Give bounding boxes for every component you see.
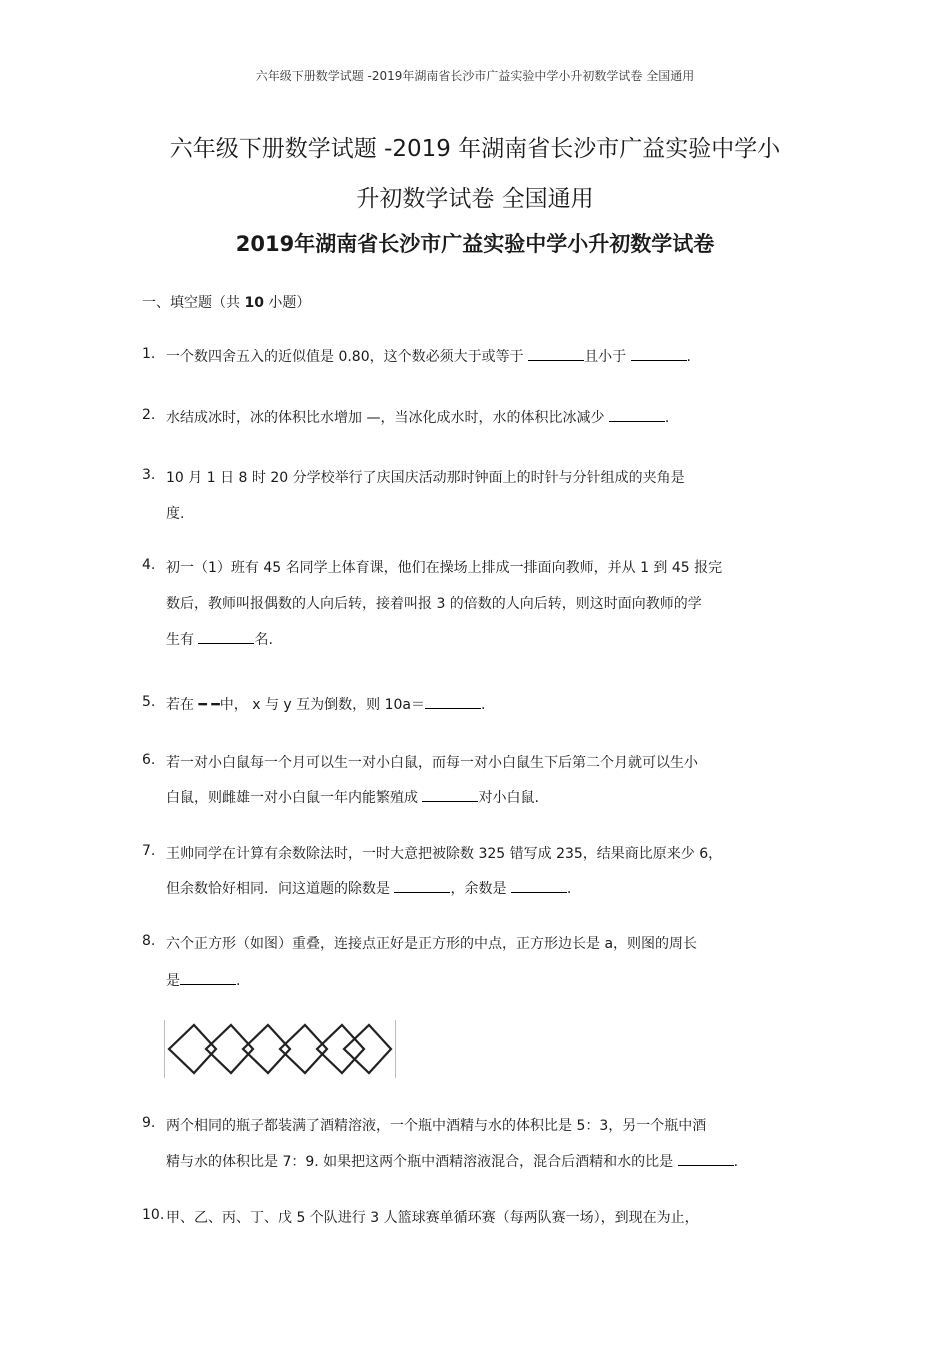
question-3-line-2: 度. (166, 506, 185, 522)
question-7-line-1: 王帅同学在计算有余数除法时，一时大意把被除数 325 错写成 235，结果商比原来少 6， (166, 846, 723, 862)
answer-blank (394, 878, 450, 893)
question-number: 4. (142, 557, 156, 573)
answer-blank (609, 407, 665, 422)
answer-blank (180, 970, 236, 985)
question-3-line-1: 10 月 1 日 8 时 20 分学校举行了庆国庆活动那时钟面上的时针与分针组成的夹角是 (166, 470, 685, 486)
answer-blank (511, 878, 567, 893)
answer-blank (198, 629, 254, 644)
question-number: 8. (142, 933, 156, 949)
square-4 (280, 1025, 327, 1073)
title-line-3: 2019年湖南省长沙市广益实验中学小升初数学试卷 (235, 232, 715, 256)
section-heading: 一、填空题（共 10 小题） (142, 295, 311, 311)
overlapping-squares-figure (164, 1020, 396, 1078)
question-number: 1. (142, 346, 156, 362)
question-8-line-2: 是 . (166, 970, 240, 990)
question-4-line-1: 初一（1）班有 45 名同学上体育课，他们在操场上排成一排面向教师，并从 1 到 45 报完 (166, 560, 723, 576)
question-1: 一个数四舍五入的近似值是 0.80，这个数必须大于或等于 且小于 . (166, 346, 691, 366)
question-number: 10. (142, 1207, 165, 1223)
question-4-line-3: 生有 名. (166, 629, 273, 649)
page-header: 六年级下册数学试题 -2019年湖南省长沙市广益实验中学小升初数学试卷 全国通用 (255, 69, 695, 83)
question-number: 2. (142, 407, 156, 423)
square-5 (317, 1025, 364, 1073)
title-line-2: 升初数学试卷 全国通用 (356, 186, 594, 212)
title-line-1: 六年级下册数学试题 -2019 年湖南省长沙市广益实验中学小 (169, 136, 781, 162)
question-9-line-2: 精与水的体积比是 7：9. 如果把这两个瓶中酒精溶液混合，混合后酒精和水的比是 . (166, 1151, 738, 1171)
square-3 (243, 1025, 290, 1073)
question-2: 水结成冰时，冰的体积比水增加 —，当冰化成水时，水的体积比冰减少 . (166, 407, 669, 427)
question-8-line-1: 六个正方形（如图）重叠，连接点正好是正方形的中点，正方形边长是 a，则图的周长 (166, 936, 698, 952)
answer-blank (678, 1151, 734, 1166)
question-number: 5. (142, 694, 156, 710)
question-number: 3. (142, 467, 156, 483)
answer-blank (631, 346, 687, 361)
answer-blank (425, 694, 481, 709)
square-1 (169, 1025, 216, 1073)
question-4-line-2: 数后，教师叫报偶数的人向后转，接着叫报 3 的倍数的人向后转，则这时面向教师的学 (166, 596, 702, 612)
question-number: 9. (142, 1115, 156, 1131)
square-6 (344, 1025, 391, 1073)
question-6-line-2: 白鼠，则雌雄一对小白鼠一年内能繁殖成 对小白鼠. (166, 787, 539, 807)
question-5: 若在 ━ ━中， x 与 y 互为倒数，则 10a＝ . (166, 694, 485, 714)
question-6-line-1: 若一对小白鼠每一个月可以生一对小白鼠，而每一对小白鼠生下后第二个月就可以生小 (166, 755, 698, 771)
question-10-line-1: 甲、乙、丙、丁、戊 5 个队进行 3 人篮球赛单循环赛（每两队赛一场），到现在为止， (166, 1210, 699, 1226)
question-number: 7. (142, 843, 156, 859)
question-number: 6. (142, 752, 156, 768)
square-2 (206, 1025, 253, 1073)
answer-blank (422, 787, 478, 802)
question-9-line-1: 两个相同的瓶子都装满了酒精溶液，一个瓶中酒精与水的体积比是 5：3，另一个瓶中酒 (166, 1118, 707, 1134)
question-7-line-2: 但余数恰好相同．问这道题的除数是 ，余数是 . (166, 878, 571, 898)
answer-blank (528, 346, 584, 361)
